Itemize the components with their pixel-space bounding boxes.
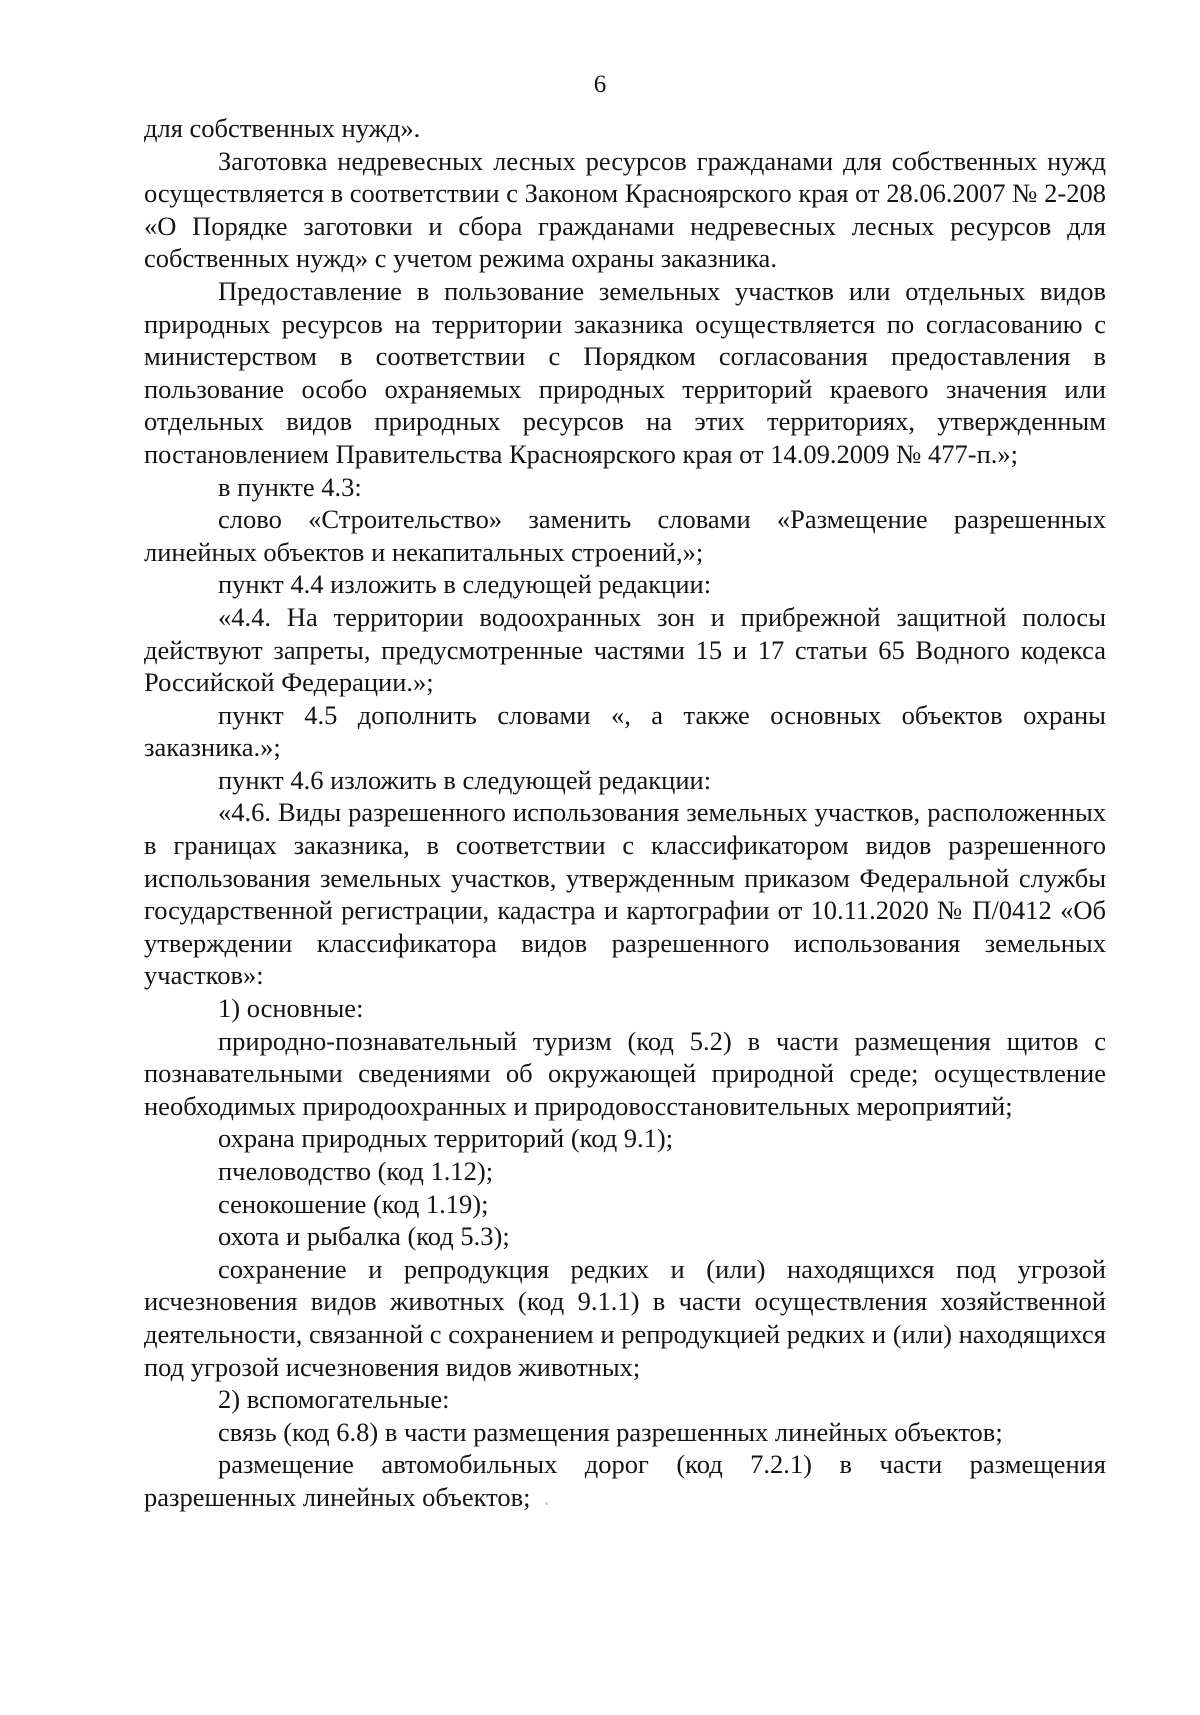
paragraph-5: слово «Строительство» заменить словами «Размещение разрешенных линейных объектов и некапитальных строений,»;: [144, 504, 1106, 567]
document-body: [144, 112, 1106, 1514]
list-item: сенокошение (код 1.19);: [218, 1188, 489, 1219]
paragraph-9: пункт 4.6 изложить в следующей редакции:: [218, 764, 712, 795]
paragraph-17: сохранение и репродукция редких и (или) находящихся под угрозой исчезновения видов животных (код 9.1.1) в части осуществления хозяйственной деятельности, связанной с сохранением и репродукцией редких и (или) находящихся под угрозой исчезновения видов животных;: [144, 1253, 1106, 1382]
paragraph-12: природно-познавательный туризм (код 5.2) в части размещения щитов с познавательными сведениями об окружающей природной среде; осуществление необходимых природоохранных и природовосстановительных мероприятий;: [144, 1025, 1106, 1121]
scan-artifact: [545, 1502, 548, 1505]
paragraph-8: пункт 4.5 дополнить словами «, а также основных объектов охраны заказника.»;: [144, 699, 1106, 763]
paragraph-3: Предоставление в пользование земельных участков или отдельных видов природных ресурсов на территории заказника осуществляется по согласованию с министерством в соответствии с Порядком согласования предоставления в пользование особо охраняемых природных территорий краевого значения или отдельных видов природных ресурсов на этих территориях, утвержденным постановлением Правительства Красноярского края от 14.09.2009 № 477-п.»;: [144, 275, 1106, 469]
list-item: охрана природных территорий (код 9.1);: [218, 1123, 674, 1154]
list-item: связь (код 6.8) в части размещения разрешенных линейных объектов;: [218, 1416, 1003, 1447]
paragraph-1: для собственных нужд».: [144, 113, 421, 143]
list-item: пчеловодство (код 1.12);: [218, 1156, 494, 1186]
paragraph-7: «4.4. На территории водоохранных зон и прибрежной защитной полосы действуют запреты, предусмотренные частями 15 и 17 статьи 65 Водного кодекса Российской Федерации.»;: [144, 601, 1106, 698]
list-heading-main: 1) основные:: [218, 993, 364, 1024]
paragraph-20: размещение автомобильных дорог (код 7.2.1) в части размещения разрешенных линейных объектов;: [144, 1449, 1106, 1512]
paragraph-10: «4.6. Виды разрешенного использования земельных участков, расположенных в границах заказника, в соответствии с классификатором видов разрешенного использования земельных участков, утвержденным приказом Федеральной службы государственной регистрации, кадастра и картографии от 10.11.2020 № П/0412 «Об утверждении классификатора видов разрешенного использования земельных участков»:: [144, 797, 1106, 991]
paragraph-2: Заготовка недревесных лесных ресурсов гражданами для собственных нужд осуществляется в соответствии с Законом Красноярского края от 28.06.2007 № 2-208 «О Порядке заготовки и сбора гражданами недревесных лесных ресурсов для собственных нужд» с учетом режима охраны заказника.: [144, 145, 1106, 274]
list-heading-auxiliary: 2) вспомогательные:: [218, 1384, 450, 1415]
list-item: охота и рыбалка (код 5.3);: [218, 1221, 510, 1252]
paragraph-6: пункт 4.4 изложить в следующей редакции:: [218, 569, 712, 600]
page-number: 6: [593, 71, 607, 98]
paragraph-4: в пункте 4.3:: [218, 471, 362, 502]
